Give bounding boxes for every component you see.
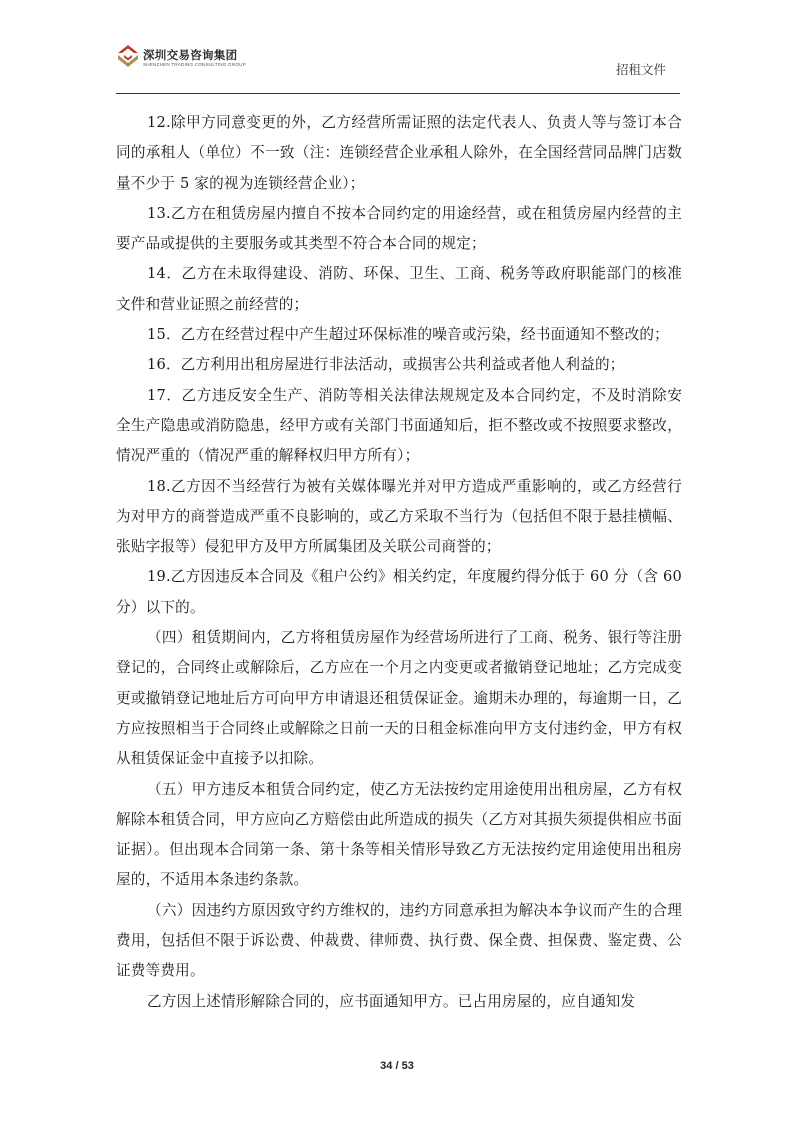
clause-18: 18.乙方因不当经营行为被有关媒体曝光并对甲方造成严重影响的，或乙方经营行为对甲方的商誉造成严重不良影响的，或乙方采取不当行为（包括但不限于悬挂横幅、张贴字报等）侵犯甲方及甲方所属集团及关联公司商誉的； xyxy=(116,477,682,556)
section-6-paragraph: （六）因违约方原因致守约方维权的，违约方同意承担为解决本争议而产生的合理费用，包括但不限于诉讼费、仲裁费、律师费、执行费、保全费、担保费、鉴定费、公证费等费用。 xyxy=(116,901,682,980)
header-divider xyxy=(116,93,680,94)
page-header xyxy=(0,0,794,96)
document-type-label: 招租文件 xyxy=(615,62,666,77)
clause-12: 12.除甲方同意变更的外，乙方经营所需证照的法定代表人、负责人等与签订本合同的承租人（单位）不一致（注：连锁经营企业承租人除外，在全国经营同品牌门店数量不少于 5 家的视为连锁经营企业）； xyxy=(116,114,682,192)
termination-notice-paragraph: 乙方因上述情形解除合同的，应书面通知甲方。已占用房屋的，应自通知发 xyxy=(147,992,636,1010)
company-name-en: SHENZHEN TRADING CONSULTING GROUP xyxy=(143,62,246,67)
logo-mark-icon xyxy=(116,44,140,70)
clause-15: 15．乙方在经营过程中产生超过环保标准的噪音或污染，经书面通知不整改的； xyxy=(147,326,669,344)
clause-14: 14．乙方在未取得建设、消防、环保、卫生、工商、税务等政府职能部门的核准文件和营业证照之前经营的； xyxy=(116,265,682,313)
clause-13: 13.乙方在租赁房屋内擅自不按本合同约定的用途经营，或在租赁房屋内经营的主要产品或提供的主要服务或其类型不符合本合同的规定； xyxy=(116,204,682,253)
clause-17: 17．乙方违反安全生产、消防等相关法律法规规定及本合同约定，不及时消除安全生产隐患或消防隐患，经甲方或有关部门书面通知后，拒不整改或不按照要求整改，情况严重的（情况严重的解释权归甲方所有）； xyxy=(116,386,682,465)
clause-19: 19.乙方因违反本合同及《租户公约》相关约定，年度履约得分低于 60 分（含 60 分）以下的。 xyxy=(116,568,682,616)
company-name: 深圳交易咨询集团 xyxy=(143,50,238,62)
company-logo xyxy=(116,44,276,74)
section-4-paragraph: （四）租赁期间内，乙方将租赁房屋作为经营场所进行了工商、税务、银行等注册登记的，合同终止或解除后，乙方应在一个月之内变更或者撤销登记地址；乙方完成变更或撤销登记地址后方可向甲方申请退还租赁保证金。逾期未办理的，每逾期一日，乙方应按照相当于合同终止或解除之日前一天的日租金标准向甲方支付违约金，甲方有权从租赁保证金中直接予以扣除。 xyxy=(116,629,682,768)
document-body xyxy=(116,108,682,1017)
clause-16: 16．乙方利用出租房屋进行非法活动，或损害公共利益或者他人利益的； xyxy=(147,356,625,374)
page-number: 34 / 53 xyxy=(380,1060,414,1072)
section-5-paragraph: （五）甲方违反本租赁合同约定，使乙方无法按约定用途使用出租房屋，乙方有权解除本租赁合同，甲方应向乙方赔偿由此所造成的损失（乙方对其损失须提供相应书面证据）。但出现本合同第一条、第十条等相关情形导致乙方无法按约定用途使用出租房屋的，不适用本条违约条款。 xyxy=(116,780,682,889)
